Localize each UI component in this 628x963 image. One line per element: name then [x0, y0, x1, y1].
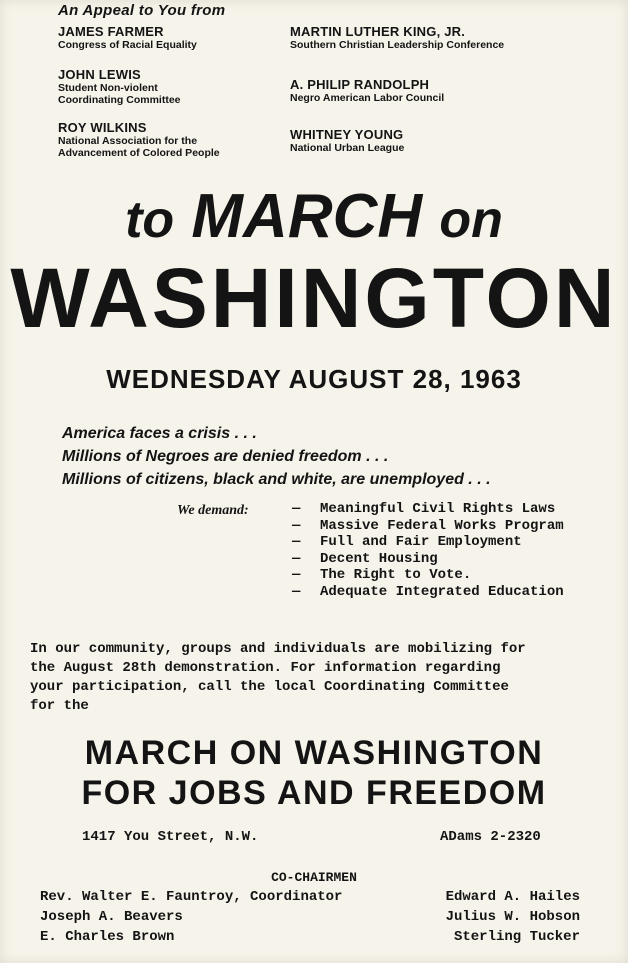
leader-name: JAMES FARMER [58, 24, 164, 39]
crisis-line: America faces a crisis . . . [62, 425, 257, 442]
cochair-name: Joseph A. Beavers [40, 909, 183, 925]
demand-text: Adequate Integrated Education [320, 583, 564, 600]
leader-a-philip-randolph [290, 77, 444, 104]
title-on: on [439, 191, 503, 249]
demand-text: Decent Housing [320, 550, 438, 567]
leader-org: Negro American Labor Council [290, 92, 445, 104]
demand-text: The Right to Vote. [320, 567, 472, 583]
leader-org: National Association for the [58, 135, 198, 147]
demand-text: Full and Fair Employment [320, 534, 522, 550]
demand-dash: — [292, 550, 301, 567]
demand-item [292, 501, 564, 518]
demand-dash: — [292, 517, 301, 534]
title-washington: WASHINGTON [10, 251, 618, 345]
leader-name: JOHN LEWIS [58, 67, 141, 82]
cochair-name: Rev. Walter E. Fauntroy, Coordinator [40, 889, 343, 905]
leader-org: National Urban League [290, 142, 405, 154]
demand-text: Meaningful Civil Rights Laws [320, 501, 556, 517]
committee-address: 1417 You Street, N.W. [82, 829, 259, 845]
title-to-march-on [0, 182, 628, 255]
demand-item [292, 534, 564, 551]
leader-name: MARTIN LUTHER KING, JR. [290, 24, 466, 39]
event-date: WEDNESDAY AUGUST 28, 1963 [106, 364, 522, 394]
demand-item [292, 584, 564, 601]
cochairmen-label: CO-CHAIRMEN [271, 870, 357, 885]
info-line: for the [30, 698, 89, 714]
cochairmen-right [446, 887, 580, 947]
leader-name: WHITNEY YOUNG [290, 127, 404, 142]
leader-name: A. PHILIP RANDOLPH [290, 77, 430, 92]
demands-list [292, 501, 564, 600]
demand-dash: — [292, 534, 301, 550]
committee-name-line1: MARCH ON WASHINGTON [84, 734, 544, 772]
leader-org: Southern Christian Leadership Conference [290, 39, 505, 51]
committee-name [0, 733, 628, 813]
crisis-line: Millions of citizens, black and white, are unemployed . . . [62, 471, 491, 488]
info-line: the August 28th demonstration. For information regarding [30, 660, 501, 676]
leader-whitney-young [290, 127, 404, 154]
crisis-line: Millions of Negroes are denied freedom . . . [62, 448, 389, 465]
leader-john-lewis [58, 67, 181, 106]
demand-dash: — [292, 583, 301, 600]
committee-name-line2: FOR JOBS AND FREEDOM [81, 774, 547, 812]
demand-item [292, 567, 564, 584]
demand-dash: — [292, 567, 301, 583]
leader-martin-luther-king [290, 24, 504, 51]
demands-label: We demand: [177, 503, 249, 518]
cochair-name: Julius W. Hobson [445, 909, 580, 925]
leader-name: ROY WILKINS [58, 120, 147, 135]
committee-phone: ADams 2-2320 [440, 829, 541, 845]
cochair-name: Edward A. Hailes [445, 889, 580, 905]
cochair-name: Sterling Tucker [453, 929, 580, 945]
leader-org: Coordinating Committee [58, 94, 181, 106]
crisis-statement [62, 422, 491, 491]
info-line: In our community, groups and individuals are mobilizing for [30, 641, 526, 657]
appeal-heading: An Appeal to You from [58, 2, 226, 19]
demand-item [292, 551, 564, 568]
cochair-name: E. Charles Brown [40, 929, 175, 945]
title-march: MARCH [191, 182, 423, 251]
demand-text: Massive Federal Works Program [320, 517, 564, 534]
leader-org: Student Non-violent [58, 82, 158, 94]
info-line: your participation, call the local Coordinating Committee [30, 679, 509, 695]
community-info [30, 640, 610, 716]
leader-roy-wilkins [58, 120, 220, 159]
cochairmen-left [40, 887, 342, 947]
leader-james-farmer [58, 24, 197, 51]
title-to: to [125, 191, 175, 249]
demand-dash: — [292, 501, 301, 517]
demand-item [292, 518, 564, 535]
leader-org: Congress of Racial Equality [58, 39, 197, 51]
leader-org: Advancement of Colored People [58, 147, 220, 159]
